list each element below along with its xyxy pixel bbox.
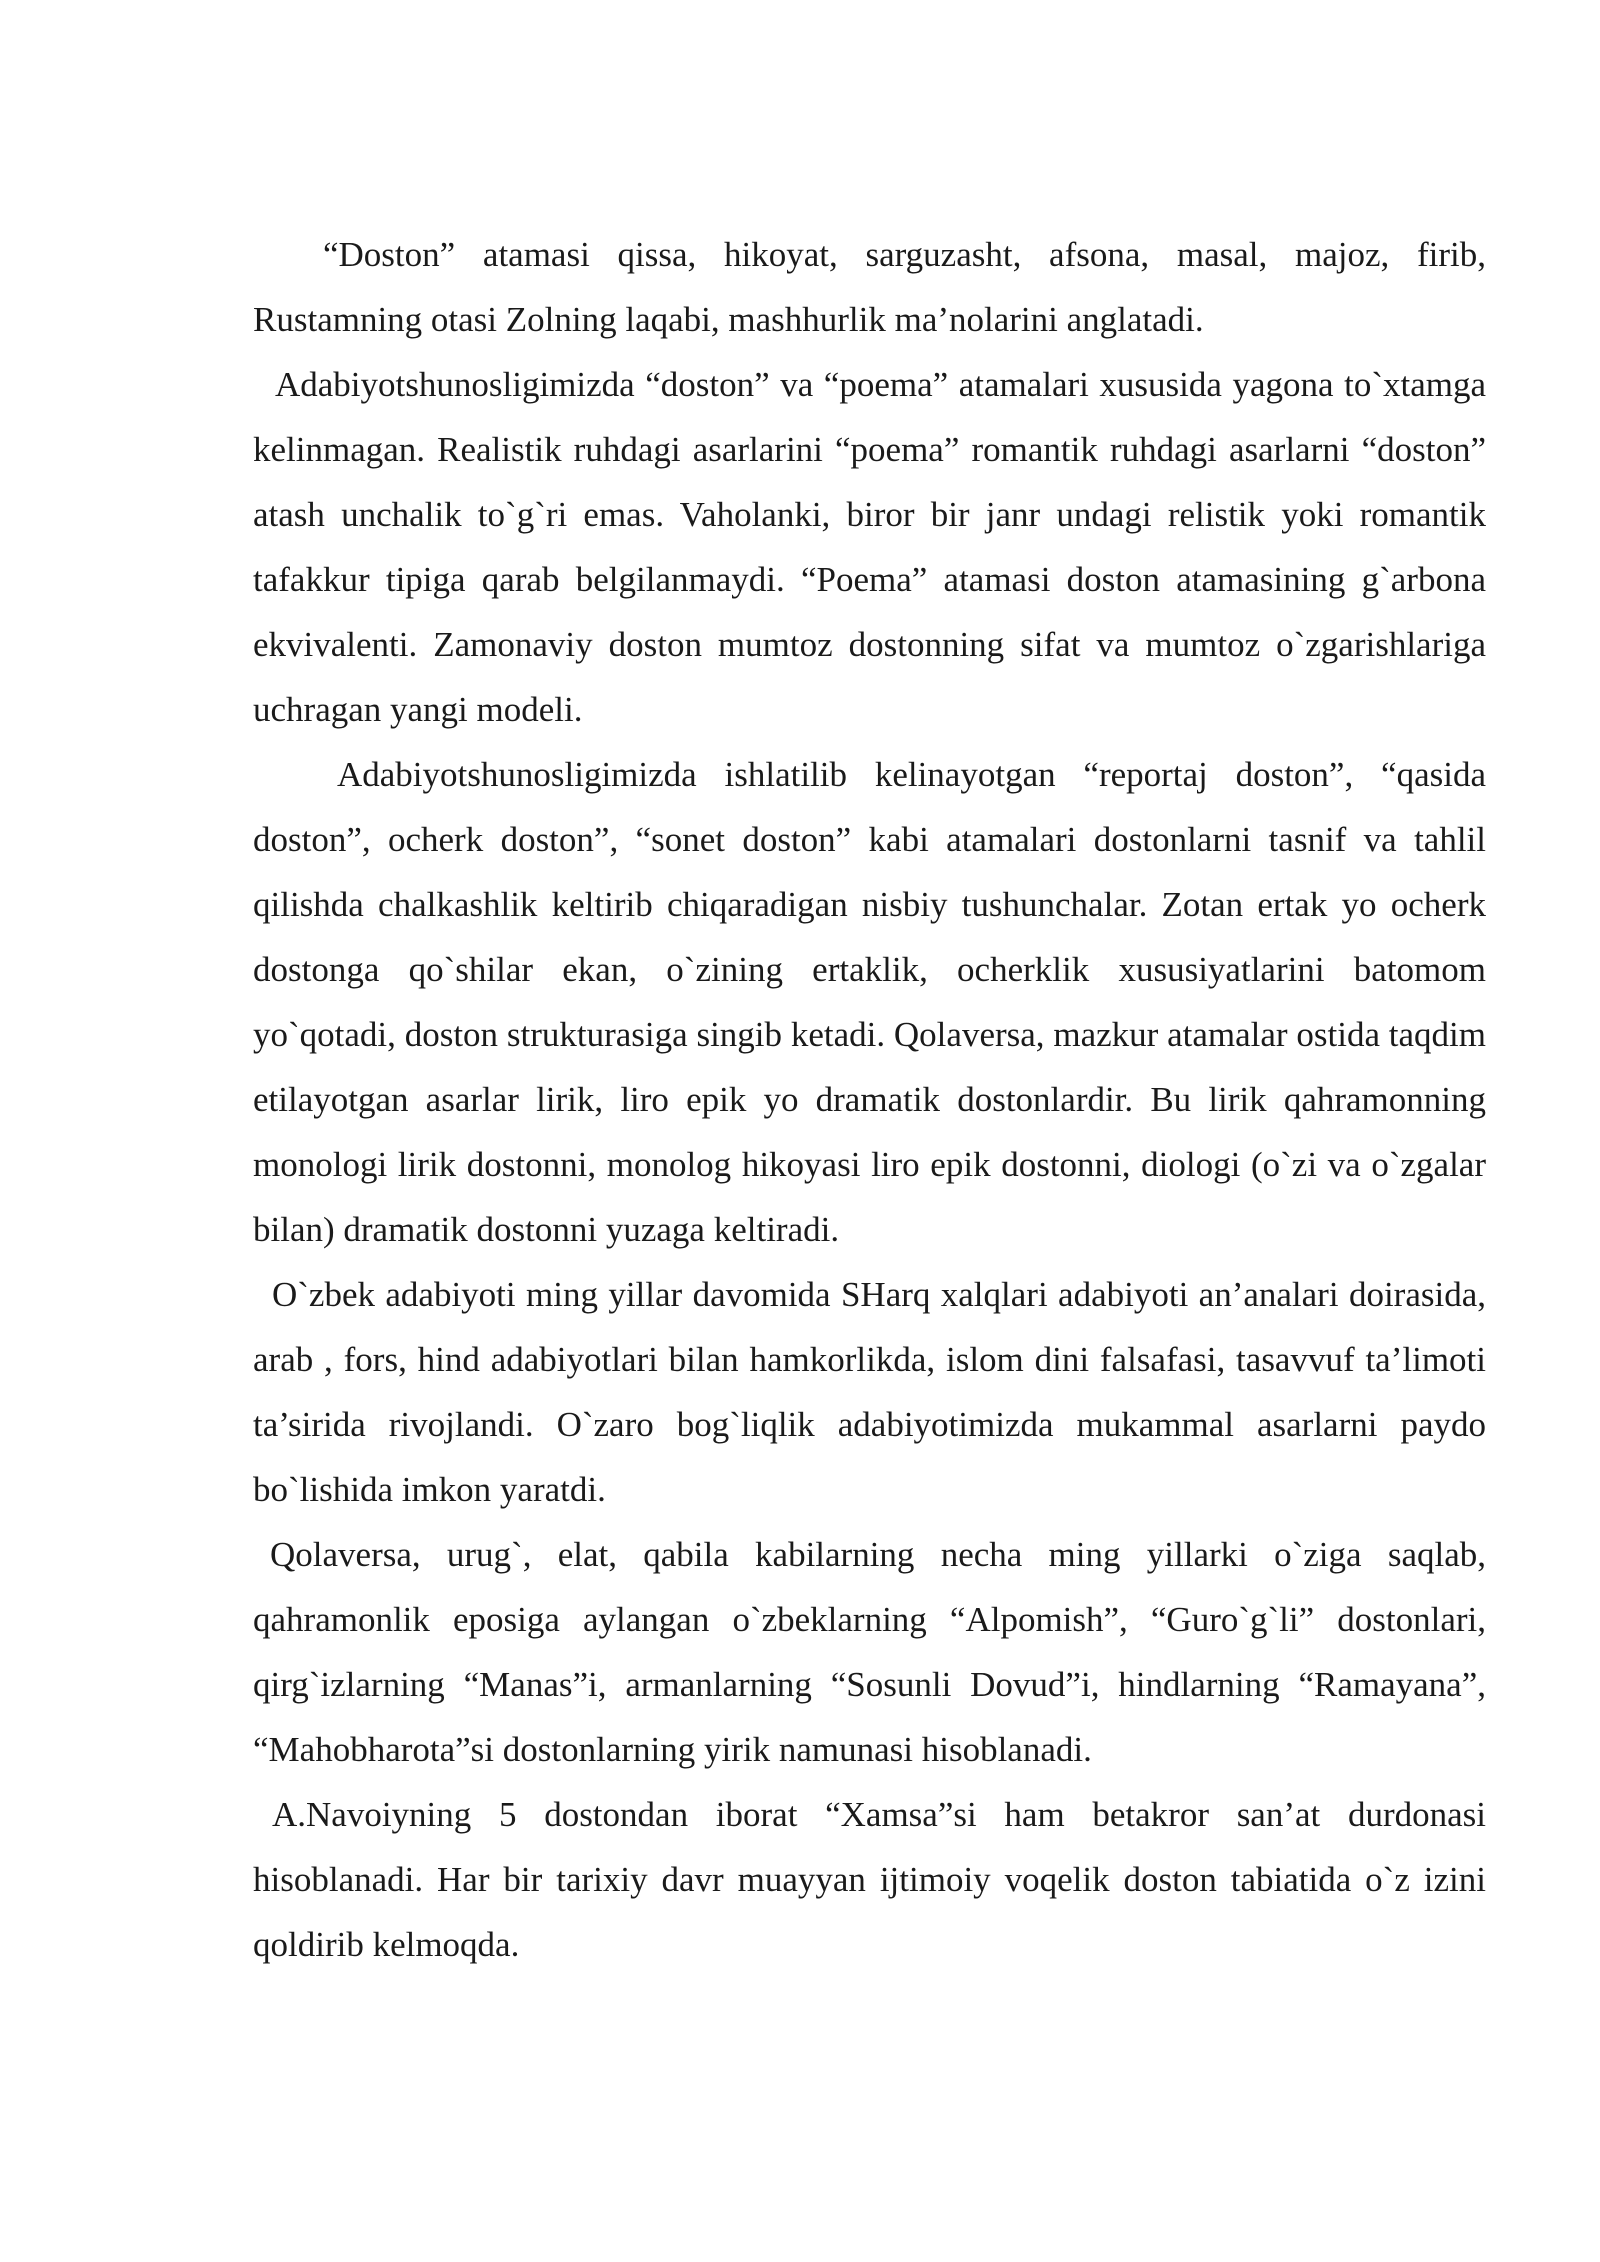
paragraph-xamsa: A.Navoiyning 5 dostondan iborat “Xamsa”si ham betakror san’at durdonasi hisoblanadi. Har bir tarixiy davr muayyan ijtimoiy voqelik doston tabiatida o`z izini qoldirib kelmoqda.	[253, 1795, 1486, 1964]
paragraph-doston-poema: Adabiyotshunosligimizda “doston” va “poema” atamalari xususida yagona to`xtamga kelinmagan. Realistik ruhdagi asarlarini “poema” romantik ruhdagi asarlarni “doston” atash unchalik to`g`ri emas. Vaholanki, biror bir janr undagi relistik yoki romantik tafakkur tipiga qarab belgilanmaydi. “Poema” atamasi doston atamasining g`arbona ekvivalenti. Zamonaviy doston mumtoz dostonning sifat va mumtoz o`zgarishlariga uchragan yangi modeli.	[253, 365, 1486, 729]
paragraph-doston-terms: Adabiyotshunosligimizda ishlatilib kelinayotgan “reportaj doston”, “qasida doston”, ocherk doston”, “sonet doston” kabi atamalari dostonlarni tasnif va tahlil qilishda chalkashlik keltirib chiqaradigan nisbiy tushunchalar. Zotan ertak yo ocherk dostonga qo`shilar ekan, o`zining ertaklik, ocherklik xususiyatlarini batomom yo`qotadi, doston strukturasiga singib ketadi. Qolaversa, mazkur atamalar ostida taqdim etilayotgan asarlar lirik, liro epik yo dramatik dostonlardir. Bu lirik qahramonning monologi lirik dostonni, monolog hikoyasi liro epik dostonni, diologi (o`zi va o`zgalar bilan) dramatik dostonni yuzaga keltiradi.	[253, 755, 1486, 1249]
paragraph-uzbek-literature: O`zbek adabiyoti ming yillar davomida SHarq xalqlari adabiyoti an’analari doirasida, arab , fors, hind adabiyotlari bilan hamkorlikda, islom dini falsafasi, tasavvuf ta’limoti ta’sirida rivojlandi. O`zaro bog`liqlik adabiyotimizda mukammal asarlarni paydo bo`lishida imkon yaratdi.	[253, 1275, 1486, 1509]
paragraph-heroic-epics: Qolaversa, urug`, elat, qabila kabilarning necha ming yillarki o`ziga saqlab, qahramonlik eposiga aylangan o`zbeklarning “Alpomish”, “Guro`g`li” dostonlari, qirg`izlarning “Manas”i, armanlarning “Sosunli Dovud”i, hindlarning “Ramayana”, “Mahobharota”si dostonlarning yirik namunasi hisoblanadi.	[253, 1535, 1486, 1769]
paragraph-doston-definition: “Doston” atamasi qissa, hikoyat, sarguzasht, afsona, masal, majoz, firib, Rustamning otasi Zolning laqabi, mashhurlik ma’nolarini anglatadi.	[253, 235, 1486, 339]
body-text	[253, 222, 1486, 1977]
